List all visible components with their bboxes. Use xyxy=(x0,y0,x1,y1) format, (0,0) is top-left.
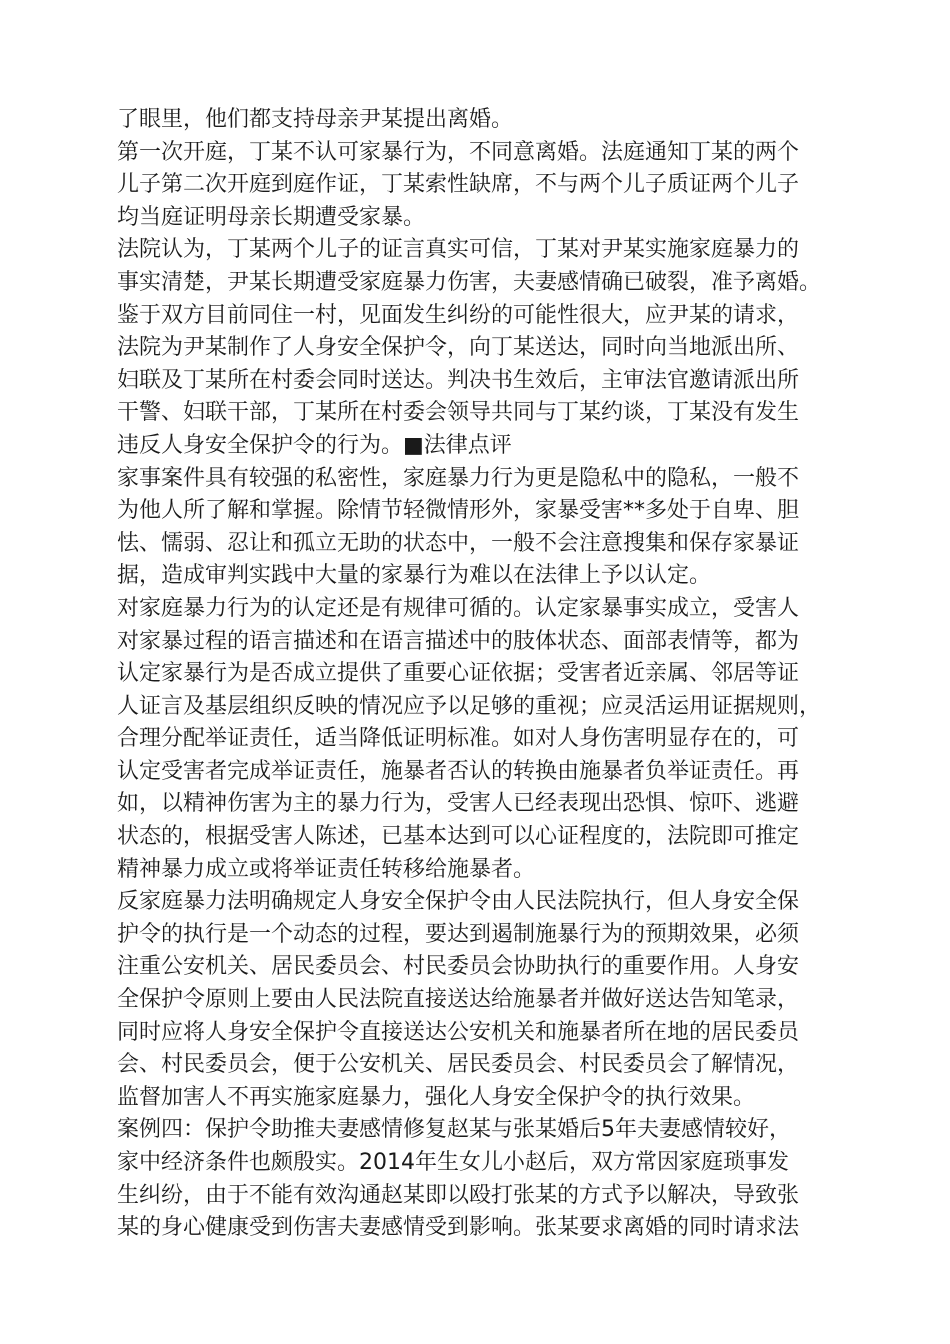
text-line: 全保护令原则上要由人民法院直接送达给施暴者并做好送达告知笔录， xyxy=(117,987,800,1013)
body-text xyxy=(117,104,857,1245)
text-line: 案例四：保护令助推夫妻感情修复赵某与张某婚后5年夫妻感情较好， xyxy=(117,1117,791,1143)
text-line: 鉴于双方目前同住一村，见面发生纠纷的可能性很大，应尹某的请求， xyxy=(117,302,800,328)
text-line: 家事案件具有较强的私密性，家庭暴力行为更是隐私中的隐私，一般不 xyxy=(117,465,800,491)
text-line: 护令的执行是一个动态的过程，要达到遏制施暴行为的预期效果，必须 xyxy=(117,921,800,947)
text-line: 反家庭暴力法明确规定人身安全保护令由人民法院执行，但人身安全保 xyxy=(117,889,800,915)
text-line: 会、村民委员会，便于公安机关、居民委员会、村民委员会了解情况， xyxy=(117,1052,800,1078)
text-line: 人证言及基层组织反映的情况应予以足够的重视；应灵活运用证据规则， xyxy=(117,693,822,719)
text-line: 某的身心健康受到伤害夫妻感情受到影响。张某要求离婚的同时请求法 xyxy=(117,1215,800,1241)
text-line: 法院认为，丁某两个儿子的证言真实可信，丁某对尹某实施家庭暴力的 xyxy=(117,237,800,263)
text-line: 精神暴力成立或将举证责任转移给施暴者。 xyxy=(117,856,536,882)
text-line: 为他人所了解和掌握。除情节轻微情形外，家暴受害**多处于自卑、胆 xyxy=(117,498,800,524)
text-line: 监督加害人不再实施家庭暴力，强化人身安全保护令的执行效果。 xyxy=(117,1084,756,1110)
text-line: 认定受害者完成举证责任，施暴者否认的转换由施暴者负举证责任。再 xyxy=(117,758,800,784)
text-line: 注重公安机关、居民委员会、村民委员会协助执行的重要作用。人身安 xyxy=(117,954,800,980)
text-line: 家中经济条件也颇殷实。2014年生女儿小赵后，双方常因家庭琐事发 xyxy=(117,1150,789,1175)
text-line: 违反人身安全保护令的行为。■法律点评 xyxy=(117,432,512,458)
text-line: 状态的，根据受害人陈述，已基本达到可以心证程度的，法院即可推定 xyxy=(117,824,800,850)
text-line: 据，造成审判实践中大量的家暴行为难以在法律上予以认定。 xyxy=(117,563,712,589)
text-line: 同时应将人身安全保护令直接送达公安机关和施暴者所在地的居民委员 xyxy=(117,1019,800,1045)
text-line: 儿子第二次开庭到庭作证，丁某索性缺席，不与两个儿子质证两个儿子 xyxy=(117,172,800,198)
text-line: 法院为尹某制作了人身安全保护令，向丁某送达，同时向当地派出所、 xyxy=(117,335,800,361)
text-line: 生纠纷，由于不能有效沟通赵某即以殴打张某的方式予以解决，导致张 xyxy=(117,1182,800,1208)
text-line: 了眼里，他们都支持母亲尹某提出离婚。 xyxy=(117,107,514,132)
text-line: 妇联及丁某所在村委会同时送达。判决书生效后，主审法官邀请派出所 xyxy=(117,367,800,393)
text-line: 合理分配举证责任，适当降低证明标准。如对人身伤害明显存在的，可 xyxy=(117,726,800,752)
text-line: 怯、懦弱、忍让和孤立无助的状态中，一般不会注意搜集和保存家暴证 xyxy=(117,530,800,556)
text-line: 如，以精神伤害为主的暴力行为，受害人已经表现出恐惧、惊吓、逃避 xyxy=(117,791,800,817)
text-line: 均当庭证明母亲长期遭受家暴。 xyxy=(117,204,426,230)
text-line: 对家庭暴力行为的认定还是有规律可循的。认定家暴事实成立，受害人 xyxy=(117,595,800,621)
text-line: 干警、妇联干部，丁某所在村委会领导共同与丁某约谈，丁某没有发生 xyxy=(117,400,800,426)
text-line: 第一次开庭，丁某不认可家暴行为，不同意离婚。法庭通知丁某的两个 xyxy=(117,139,800,165)
text-line: 认定家暴行为是否成立提供了重要心证依据；受害者近亲属、邻居等证 xyxy=(117,661,800,687)
text-line: 对家暴过程的语言描述和在语言描述中的肢体状态、面部表情等，都为 xyxy=(117,628,800,654)
text-line: 事实清楚，尹某长期遭受家庭暴力伤害，夫妻感情确已破裂，准予离婚。 xyxy=(117,269,822,295)
